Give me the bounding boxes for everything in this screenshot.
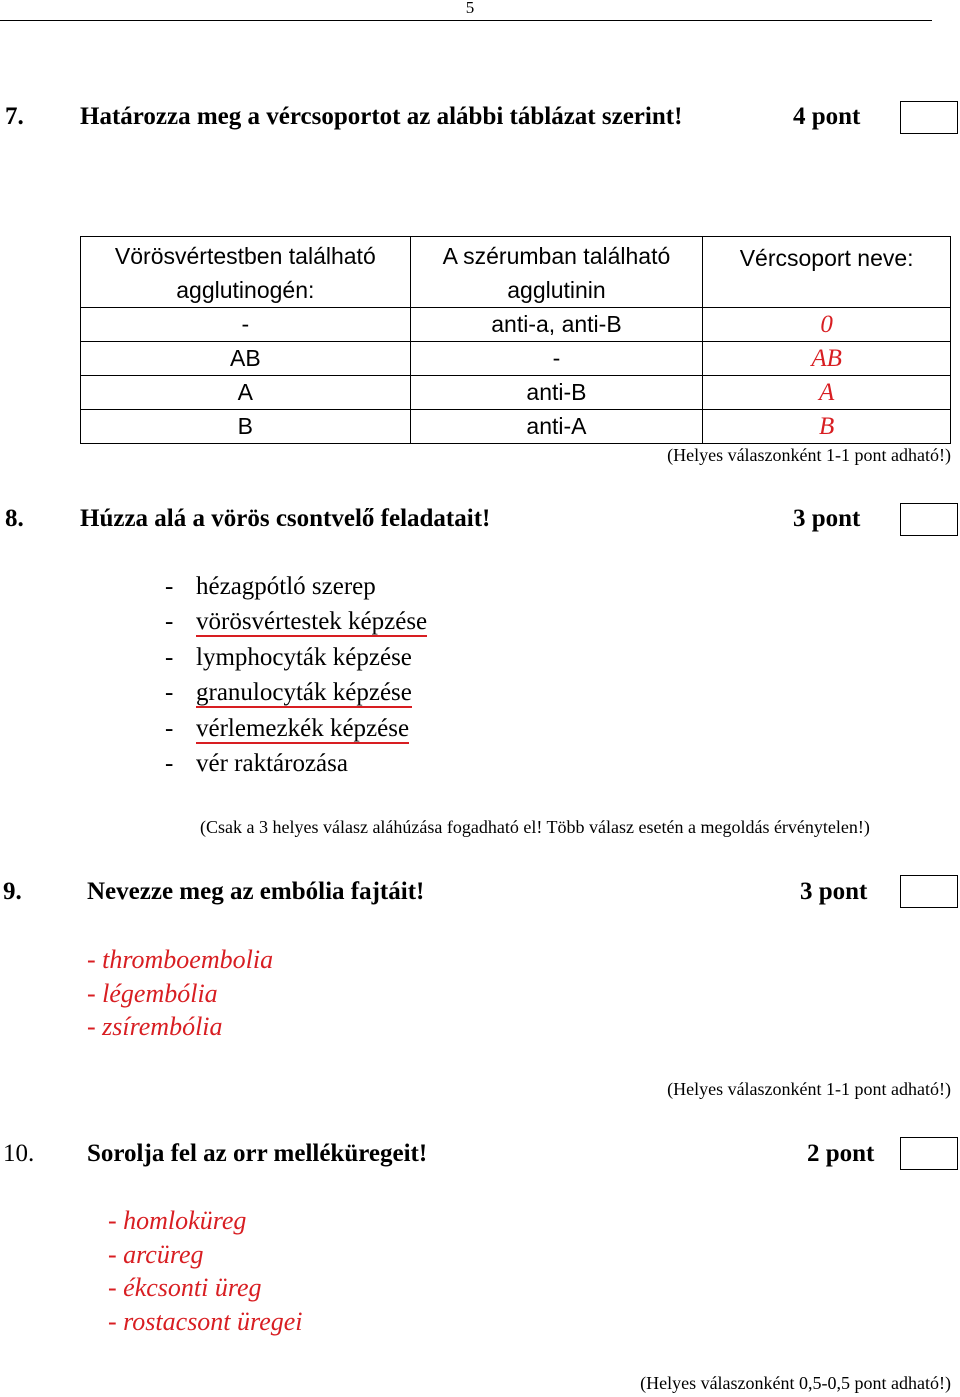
q10-text: Sorolja fel az orr melléküregeit! [87,1140,428,1167]
q7-points: 4 pont [793,103,861,130]
cell-group-answer: 0 [703,308,951,342]
answer-item: - rostacsont üregei [108,1306,303,1336]
q8-options-list [165,573,427,785]
answer-item: - ékcsonti üreg [108,1273,262,1302]
cell-agglutinogen: B [81,410,411,444]
page-number: 5 [465,0,475,17]
q9-answer-list [87,945,273,1046]
cell-agglutinin: anti-B [410,376,703,410]
table-row [81,342,951,376]
cell-group-answer: A [703,376,951,410]
header-agglutinogen: Vörösvértestben található agglutinogén: [81,237,411,308]
q10-note: (Helyes válaszonként 0,5-0,5 pont adható!) [640,1373,951,1393]
header-rule [0,20,932,21]
q7-text: Határozza meg a vércsoportot az alábbi táblázat szerint! [80,103,683,130]
cell-group-answer: AB [703,342,951,376]
cell-agglutinin: - [410,342,703,376]
option-label-underlined: vörösvértestek képzése [196,608,428,636]
q8-points: 3 pont [793,505,861,532]
q10-number: 10. [3,1140,35,1167]
answer-item: - zsírembólia [87,1012,223,1041]
q10-answer-list [108,1206,303,1340]
q9-score-box[interactable] [900,875,958,908]
cell-agglutinogen: AB [81,342,411,376]
q8-option[interactable]: - granulocyták képzése [165,679,412,707]
table-row [81,308,951,342]
option-label-underlined: vérlemezkék képzése [196,714,410,742]
q9-text: Nevezze meg az embólia fajtáit! [87,878,425,905]
cell-group-answer: B [703,410,951,444]
q7-note: (Helyes válaszonként 1-1 pont adható!) [667,445,951,465]
q9-points: 3 pont [800,878,868,905]
q8-option[interactable]: - vörösvértestek képzése [165,608,428,636]
answer-item: - thromboembolia [87,945,274,974]
q8-option[interactable]: - vér raktározása [165,749,348,777]
option-label: hézagpótló szerep [196,573,376,600]
q9-number: 9. [3,878,22,905]
q7-number: 7. [5,103,24,130]
q8-option[interactable]: - vérlemezkék képzése [165,714,410,742]
q8-option[interactable]: - lymphocyták képzése [165,643,412,671]
q8-option[interactable]: - hézagpótló szerep [165,573,376,600]
option-label-underlined: granulocyták képzése [196,679,412,707]
option-label: vér raktározása [196,749,348,777]
q8-score-box[interactable] [900,503,958,536]
q8-note: (Csak a 3 helyes válasz aláhúzása fogadható el! Több válasz esetén a megoldás érvénytelen!) [200,817,870,837]
answer-item: - homloküreg [108,1206,247,1235]
answer-item: - légembólia [87,978,218,1008]
cell-agglutinin: anti-a, anti-B [410,308,703,342]
table-row [81,410,951,444]
q10-score-box[interactable] [900,1137,958,1170]
answer-item: - arcüreg [108,1239,204,1269]
cell-agglutinogen: - [81,308,411,342]
q9-note: (Helyes válaszonként 1-1 pont adható!) [667,1079,951,1099]
option-label: lymphocyták képzése [196,643,412,671]
table-header-row [81,237,951,308]
q7-score-box[interactable] [900,101,958,134]
q8-text: Húzza alá a vörös csontvelő feladatait! [80,505,491,532]
blood-group-table [80,236,951,444]
cell-agglutinin: anti-A [410,410,703,444]
table-row [81,376,951,410]
q10-points: 2 pont [807,1140,875,1167]
header-group: Vércsoport neve: [703,237,951,308]
cell-agglutinogen: A [81,376,411,410]
header-agglutinin: A szérumban található agglutinin [410,237,703,308]
q8-number: 8. [5,505,24,532]
